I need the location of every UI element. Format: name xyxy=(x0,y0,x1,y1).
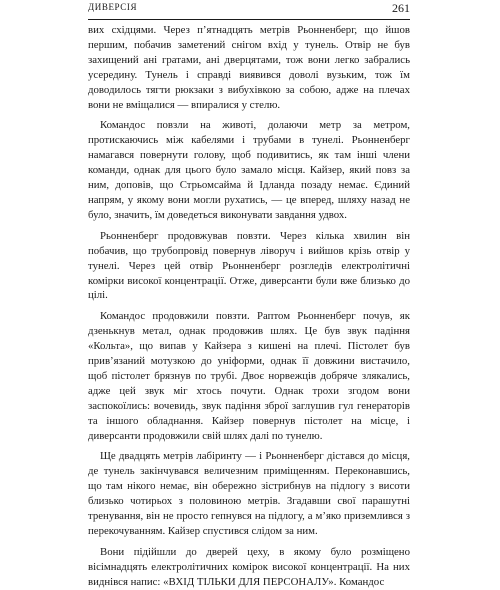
paragraph: Рьонненберг продовжував повзти. Через кілька хвилин він побачив, що трубопровід повернув ліворуч і вийшов крізь отвір у тунелі. Через цей отвір Рьонненберг розгледів електролітичні комірки високої концентрації. Отже, диверсанти були вже близько до цілі. xyxy=(88,229,410,302)
chapter-title: ДИВЕРСІЯ xyxy=(88,2,138,12)
book-page xyxy=(88,0,410,588)
body-text xyxy=(88,23,410,590)
running-head xyxy=(88,2,410,16)
paragraph: Ще двадцять метрів лабіринту — і Рьонненберг дістався до місця, де тунель закінчувався величезним приміщенням. Переконавшись, що там нікого немає, він обережно зістрибнув на підлогу з висоти близько чотирьох з половиною метрів. Згадавши свої парашутні тренування, він не просто гепнувся на підлогу, а м’яко приземлився з перекочуванням. Кайзер спустився слідом за ним. xyxy=(88,450,410,537)
paragraph: вих східцями. Через п’ятнадцять метрів Рьонненберг, що йшов першим, побачив заметений снігом вхід у тунель. Отвір не був захищений ані гратами, ані дверцятами, тож вони легко забрались усередину. Тунель і справді виявився доволі вузьким, тож їм доводилось тягти рюкзаки з вибухівкою за собою, адже на плечах вони не вміщалися — впиралися у стелю. xyxy=(88,24,410,111)
paragraph: Командос продовжили повзти. Раптом Рьонненберг почув, як дзенькнув метал, однак продовжив шлях. Це був звук падіння «Кольта», що випав у Кайзера з кишені на плечі. Пістолет був прив’язаний мотузкою до уніформи, однак її довжини вистачило, щоб пістолет брязнув по трубі. Двоє норвежців добряче злякались, адже цей звук міг хтось почути. Однак трохи згодом вони заспокоїлись: вочевидь, звук падіння зброї заглушив гул генераторів та іншого обладнання. Кайзер повернув пістолет на місце, і диверсанти продовжили свій шлях далі по тунелю. xyxy=(88,310,410,442)
header-rule xyxy=(88,19,410,20)
page-number: 261 xyxy=(392,1,410,15)
paragraph: Командос повзли на животі, долаючи метр за метром, протискаючись між кабелями і трубами в тунелі. Рьонненберг намагався повернути голову, щоб подивитись, як там інші члени команди, однак для цього було замало місця. Кайзер, який повз за ним, доповів, що Стрьомсайма й Ідланда позаду немає. Єдиний напрям, у якому вони могли рухатись, — це вперед, шляху назад не було, значить, їм доведеться виконувати завдання удвох. xyxy=(88,119,410,221)
paragraph: Вони підійшли до дверей цеху, в якому було розміщено вісімнадцять електролітичних комірок високої концентрації. На них виднівся напис: «ВХІД ТІЛЬКИ ДЛЯ ПЕРСОНАЛУ». Командос xyxy=(88,545,410,588)
